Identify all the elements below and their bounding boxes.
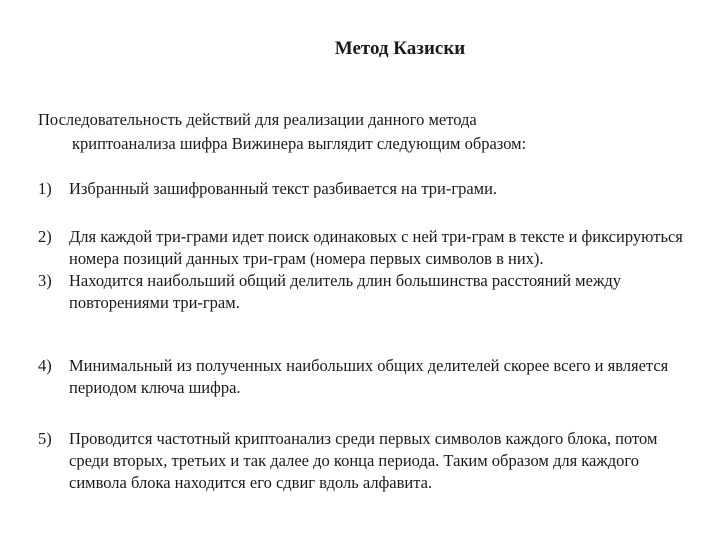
- step-list-3: [38, 355, 698, 399]
- page-title: Метод Казиски: [334, 38, 466, 59]
- step-number: 3): [38, 271, 52, 290]
- list-item: [38, 178, 698, 200]
- step-text: Минимальный из полученных наибольших общих делителей скорее всего и является периодом ключа шифра.: [69, 356, 669, 397]
- list-item: [38, 226, 698, 270]
- intro-line-1: Последовательность действий для реализации данного метода: [38, 110, 477, 129]
- step-number: 4): [38, 356, 52, 375]
- step-text: Избранный зашифрованный текст разбивается на три-грами.: [69, 179, 498, 198]
- step-text: Находится наибольший общий делитель длин большинства расстояний между повторениями три-грам.: [69, 271, 621, 312]
- intro-line-2: криптоанализа шифра Вижинера выглядит следующим образом:: [72, 134, 527, 153]
- step-list-1: [38, 178, 698, 200]
- step-text: Проводится частотный криптоанализ среди первых символов каждого блока, потом среди вторых, третьих и так далее до конца периода. Таким образом для каждого символа блока находится его сдвиг вдоль алфавита.: [69, 429, 658, 492]
- list-item: [38, 355, 698, 399]
- step-text: Для каждой три-грами идет поиск одинаковых с ней три-грам в тексте и фиксируються номера позиций данных три-грам (номера первых символов в них).: [69, 227, 683, 268]
- step-list-2: [38, 226, 698, 314]
- step-number: 1): [38, 179, 52, 198]
- intro-paragraph: [38, 108, 678, 156]
- step-list-4: [38, 428, 698, 494]
- step-number: 5): [38, 429, 52, 448]
- list-item: [38, 428, 698, 494]
- list-item: [38, 270, 698, 314]
- step-number: 2): [38, 227, 52, 246]
